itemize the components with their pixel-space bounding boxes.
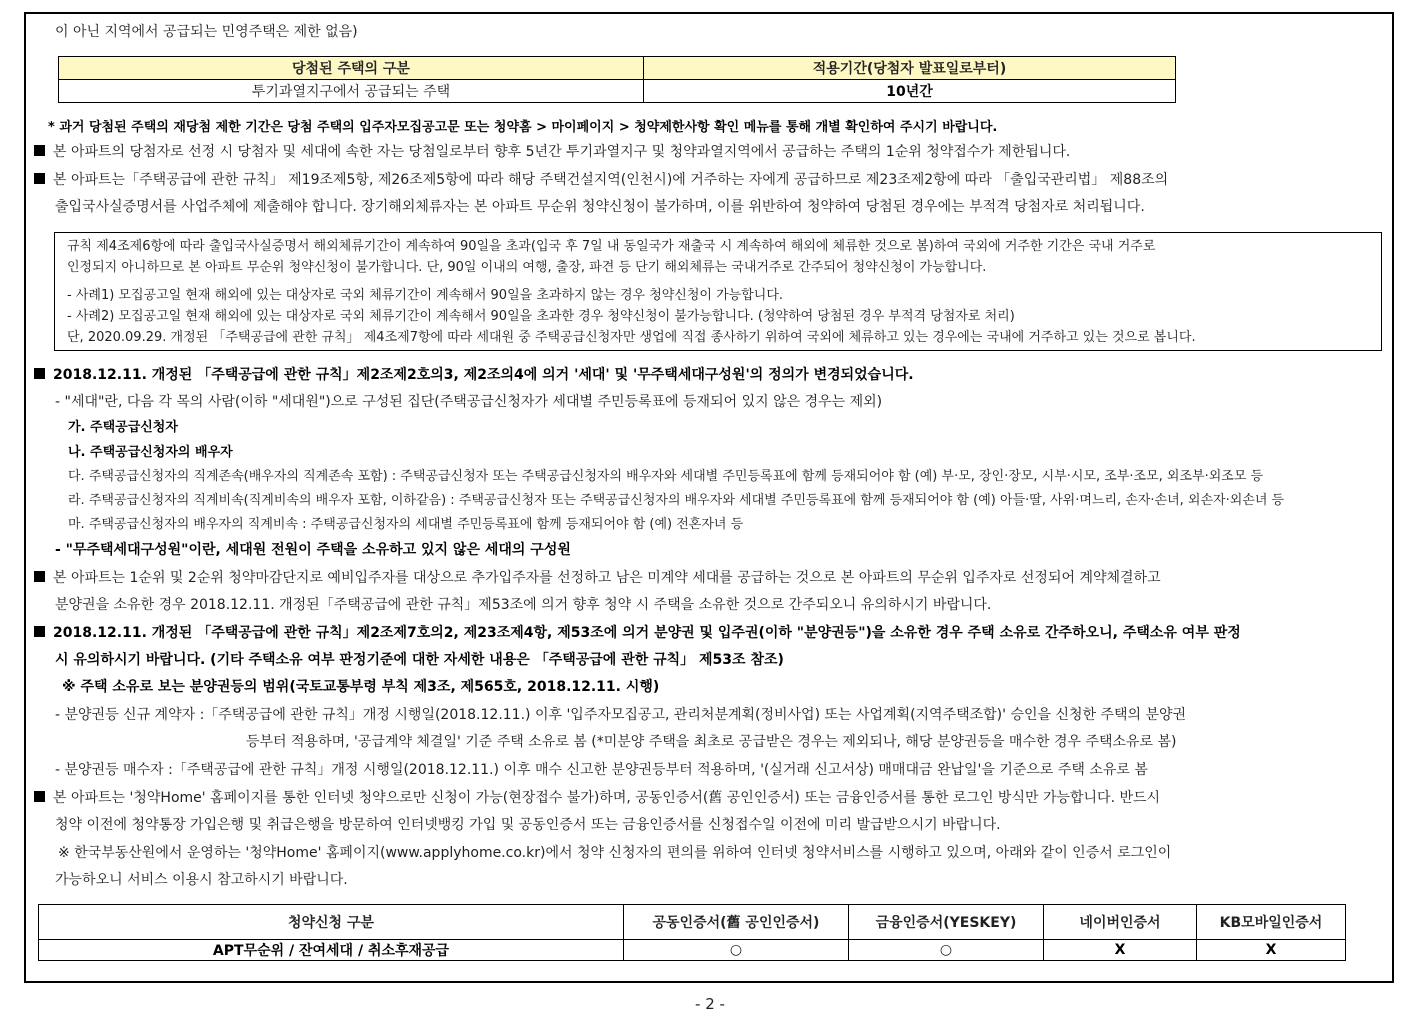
box-line: - 사례1) 모집공고일 현재 해외에 있는 대상자로 국외 체류기간이 계속해서 90일을 초과하지 않는 경우 청약신청이 가능합니다. <box>67 288 784 303</box>
bullet-square-icon <box>34 145 45 156</box>
paragraph-text: 본 아파트의 당첨자로 선정 시 당첨자 및 세대에 속한 자는 당첨일로부터 향후 5년간 투기과열지구 및 청약과열지역에서 공급하는 주택의 1순위 청약접수가 제한됩니다. <box>53 144 1071 160</box>
page-number: - 2 - <box>695 995 725 1013</box>
paragraph-text: 청약 이전에 청약통장 가입은행 및 취급은행을 방문하여 인터넷뱅킹 가입 및 공동인증서 또는 금융인증서를 신청접수일 이전에 미리 발급받으시기 바랍니다. <box>55 817 1001 833</box>
text-line: 이 아닌 지역에서 공급되는 민영주택은 제한 없음) <box>55 24 358 40</box>
section-title <box>34 366 914 384</box>
paragraph-text: 등부터 적용하며, '공급계약 체결일' 기준 주택 소유로 봄 (*미분양 주택을 최초로 공급받은 경우는 제외되나, 해당 분양권등을 매수한 경우 주택소유로 봄) <box>246 734 1177 750</box>
table-cell: X <box>1044 940 1197 961</box>
section-title-text: 2018.12.11. 개정된 「주택공급에 관한 규칙」제2조제2호의3, 제2조의4에 의거 '세대' 및 '무주택세대구성원'의 정의가 변경되었습니다. <box>53 367 914 383</box>
box-line: 단, 2020.09.29. 개정된 「주택공급에 관한 규칙」 제4조제7항에 따라 세대원 중 주택공급신청자만 생업에 직접 종사하기 위하여 국외에 체류하고 있는 경우에는 국내에 거주하고 있는 것으로 봅니다. <box>67 330 1196 345</box>
paragraph <box>34 624 1241 642</box>
restriction-table <box>58 56 1176 103</box>
paragraph-text: 출입국사실증명서를 사업주체에 제출해야 합니다. 장기해외체류자는 본 아파트 무순위 청약신청이 불가하며, 이를 위반하여 청약하여 당첨된 경우에는 부적격 당첨자로 처리됩니다. <box>55 199 1145 215</box>
table-cell: APT무순위 / 잔여세대 / 취소후재공급 <box>39 940 624 961</box>
paragraph-text: ※ 주택 소유로 보는 분양권등의 범위(국토교통부령 부칙 제3조, 제565호, 2018.12.11. 시행) <box>62 679 660 695</box>
bullet-square-icon <box>34 368 45 379</box>
table-cell: ○ <box>624 940 849 961</box>
paragraph-text: 본 아파트는 1순위 및 2순위 청약마감단지로 예비입주자를 대상으로 추가입주자를 선정하고 남은 미계약 세대를 공급하는 것으로 본 아파트의 무순위 입주자로 선정되어 계약체결하고 <box>53 570 1161 586</box>
box-line: 인정되지 아니하므로 본 아파트 무순위 청약신청이 불가합니다. 단, 90일 이내의 여행, 출장, 파견 등 단기 해외체류는 국내거주로 간주되어 청약신청이 가능합니다. <box>67 260 987 275</box>
paragraph-text: 시 유의하시기 바랍니다. (기타 주택소유 여부 판정기준에 대한 자세한 내용은 「주택공급에 관한 규칙」 제53조 참조) <box>55 652 784 668</box>
box-line: 규칙 제4조제6항에 따라 출입국사실증명서 해외체류기간이 계속하여 90일을 초과(입국 후 7일 내 동일국가 재출국 시 계속하여 해외에 체류한 것으로 봄)하여 국외에 거주한 기간은 국내 거주로 <box>67 239 1156 254</box>
table-cell: ○ <box>849 940 1044 961</box>
definition-item: 마. 주택공급신청자의 배우자의 직계비속 : 주택공급신청자의 세대별 주민등록표에 함께 등재되어야 함 (예) 전혼자녀 등 <box>68 517 744 532</box>
table-header: 적용기간(당첨자 발표일로부터) <box>644 57 1176 80</box>
definition-item: 가. 주택공급신청자 <box>68 420 178 435</box>
bullet-square-icon <box>34 571 45 582</box>
definition-line: - "무주택세대구성원"이란, 세대원 전원이 주택을 소유하고 있지 않은 세대의 구성원 <box>55 542 571 558</box>
paragraph-text: 가능하오니 서비스 이용시 참고하시기 바랍니다. <box>55 872 348 888</box>
table-header: 금융인증서(YESKEY) <box>849 905 1044 940</box>
star-note: * 과거 당첨된 주택의 재당첨 제한 기간은 당첨 주택의 입주자모집공고문 또는 청약홈 > 마이페이지 > 청약제한사항 확인 메뉴를 통해 개별 확인하여 주시기 바랍니다. <box>48 120 998 135</box>
bullet-square-icon <box>34 626 45 637</box>
table-cell: 10년간 <box>644 80 1176 103</box>
paragraph-text: ※ 한국부동산원에서 운영하는 '청약Home' 홈페이지(www.applyhome.co.kr)에서 청약 신청자의 편의를 위하여 인터넷 청약서비스를 시행하고 있으며, 아래와 같이 인증서 로그인이 <box>58 845 1172 861</box>
table-header: 당첨된 주택의 구분 <box>59 57 644 80</box>
certificate-table <box>38 904 1346 961</box>
box-line: - 사례2) 모집공고일 현재 해외에 있는 대상자로 국외 체류기간이 계속해서 90일을 초과한 경우 청약신청이 불가능합니다. (청약하여 당첨된 경우 부적격 당첨자로 처리) <box>67 309 1015 324</box>
paragraph <box>34 171 1168 189</box>
bullet-square-icon <box>34 791 45 802</box>
definition-item: 다. 주택공급신청자의 직계존속(배우자의 직계존속 포함) : 주택공급신청자 또는 주택공급신청자의 배우자와 세대별 주민등록표에 함께 등재되어야 함 (예) 부·모, 장인·장모, 시부·시모, 조부·조모, 외조부·외조모 등 <box>68 469 1264 484</box>
paragraph <box>34 143 1070 161</box>
table-cell: X <box>1197 940 1346 961</box>
paragraph <box>34 789 1160 807</box>
table-header: 네이버인증서 <box>1044 905 1197 940</box>
definition-item: 나. 주택공급신청자의 배우자 <box>68 445 233 460</box>
definition-line: - "세대"란, 다음 각 목의 사람(이하 "세대원")으로 구성된 집단(주택공급신청자가 세대별 주민등록표에 등재되어 있지 않은 경우는 제외) <box>55 394 883 410</box>
paragraph-text: 분양권을 소유한 경우 2018.12.11. 개정된「주택공급에 관한 규칙」제53조에 의거 향후 청약 시 주택을 소유한 것으로 간주되오니 유의하시기 바랍니다. <box>55 597 992 613</box>
paragraph-text: 본 아파트는 '청약Home' 홈페이지를 통한 인터넷 청약으로만 신청이 가능(현장접수 불가)하며, 공동인증서(舊 공인인증서) 또는 금융인증서를 통한 로그인 방식만 가능합니다. 반드시 <box>53 790 1161 806</box>
table-header: KB모바일인증서 <box>1197 905 1346 940</box>
table-header: 청약신청 구분 <box>39 905 624 940</box>
definition-item: 라. 주택공급신청자의 직계비속(직계비속의 배우자 포함, 이하같음) : 주택공급신청자 또는 주택공급신청자의 배우자와 세대별 주민등록표에 함께 등재되어야 함 (예) 아들·딸, 사위·며느리, 손자·손녀, 외손자·외손녀 등 <box>68 493 1285 508</box>
notice-box <box>54 232 1382 351</box>
table-header: 공동인증서(舊 공인인증서) <box>624 905 849 940</box>
paragraph <box>34 569 1161 587</box>
paragraph-text: 2018.12.11. 개정된 「주택공급에 관한 규칙」제2조제7호의2, 제23조제4항, 제53조에 의거 분양권 및 입주권(이하 "분양권등")을 소유한 경우 주택 소유로 간주하오니, 주택소유 여부 판정 <box>53 625 1241 641</box>
bullet-square-icon <box>34 173 45 184</box>
paragraph-text: 본 아파트는「주택공급에 관한 규칙」 제19조제5항, 제26조제5항에 따라 해당 주택건설지역(인천시)에 거주하는 자에게 공급하므로 제23조제2항에 따라 「출입국관리법」 제88조의 <box>53 172 1169 188</box>
table-cell: 투기과열지구에서 공급되는 주택 <box>59 80 644 103</box>
paragraph-text: - 분양권등 신규 계약자 :「주택공급에 관한 규칙」개정 시행일(2018.12.11.) 이후 '입주자모집공고, 관리처분계획(정비사업) 또는 사업계획(지역주택조합)' 승인을 신청한 주택의 분양권 <box>55 707 1187 723</box>
paragraph-text: - 분양권등 매수자 :「주택공급에 관한 규칙」개정 시행일(2018.12.11.) 이후 매수 신고한 분양권등부터 적용하며, '(실거래 신고서상) 매매대금 완납일'을 기준으로 주택 소유로 봄 <box>55 762 1148 778</box>
